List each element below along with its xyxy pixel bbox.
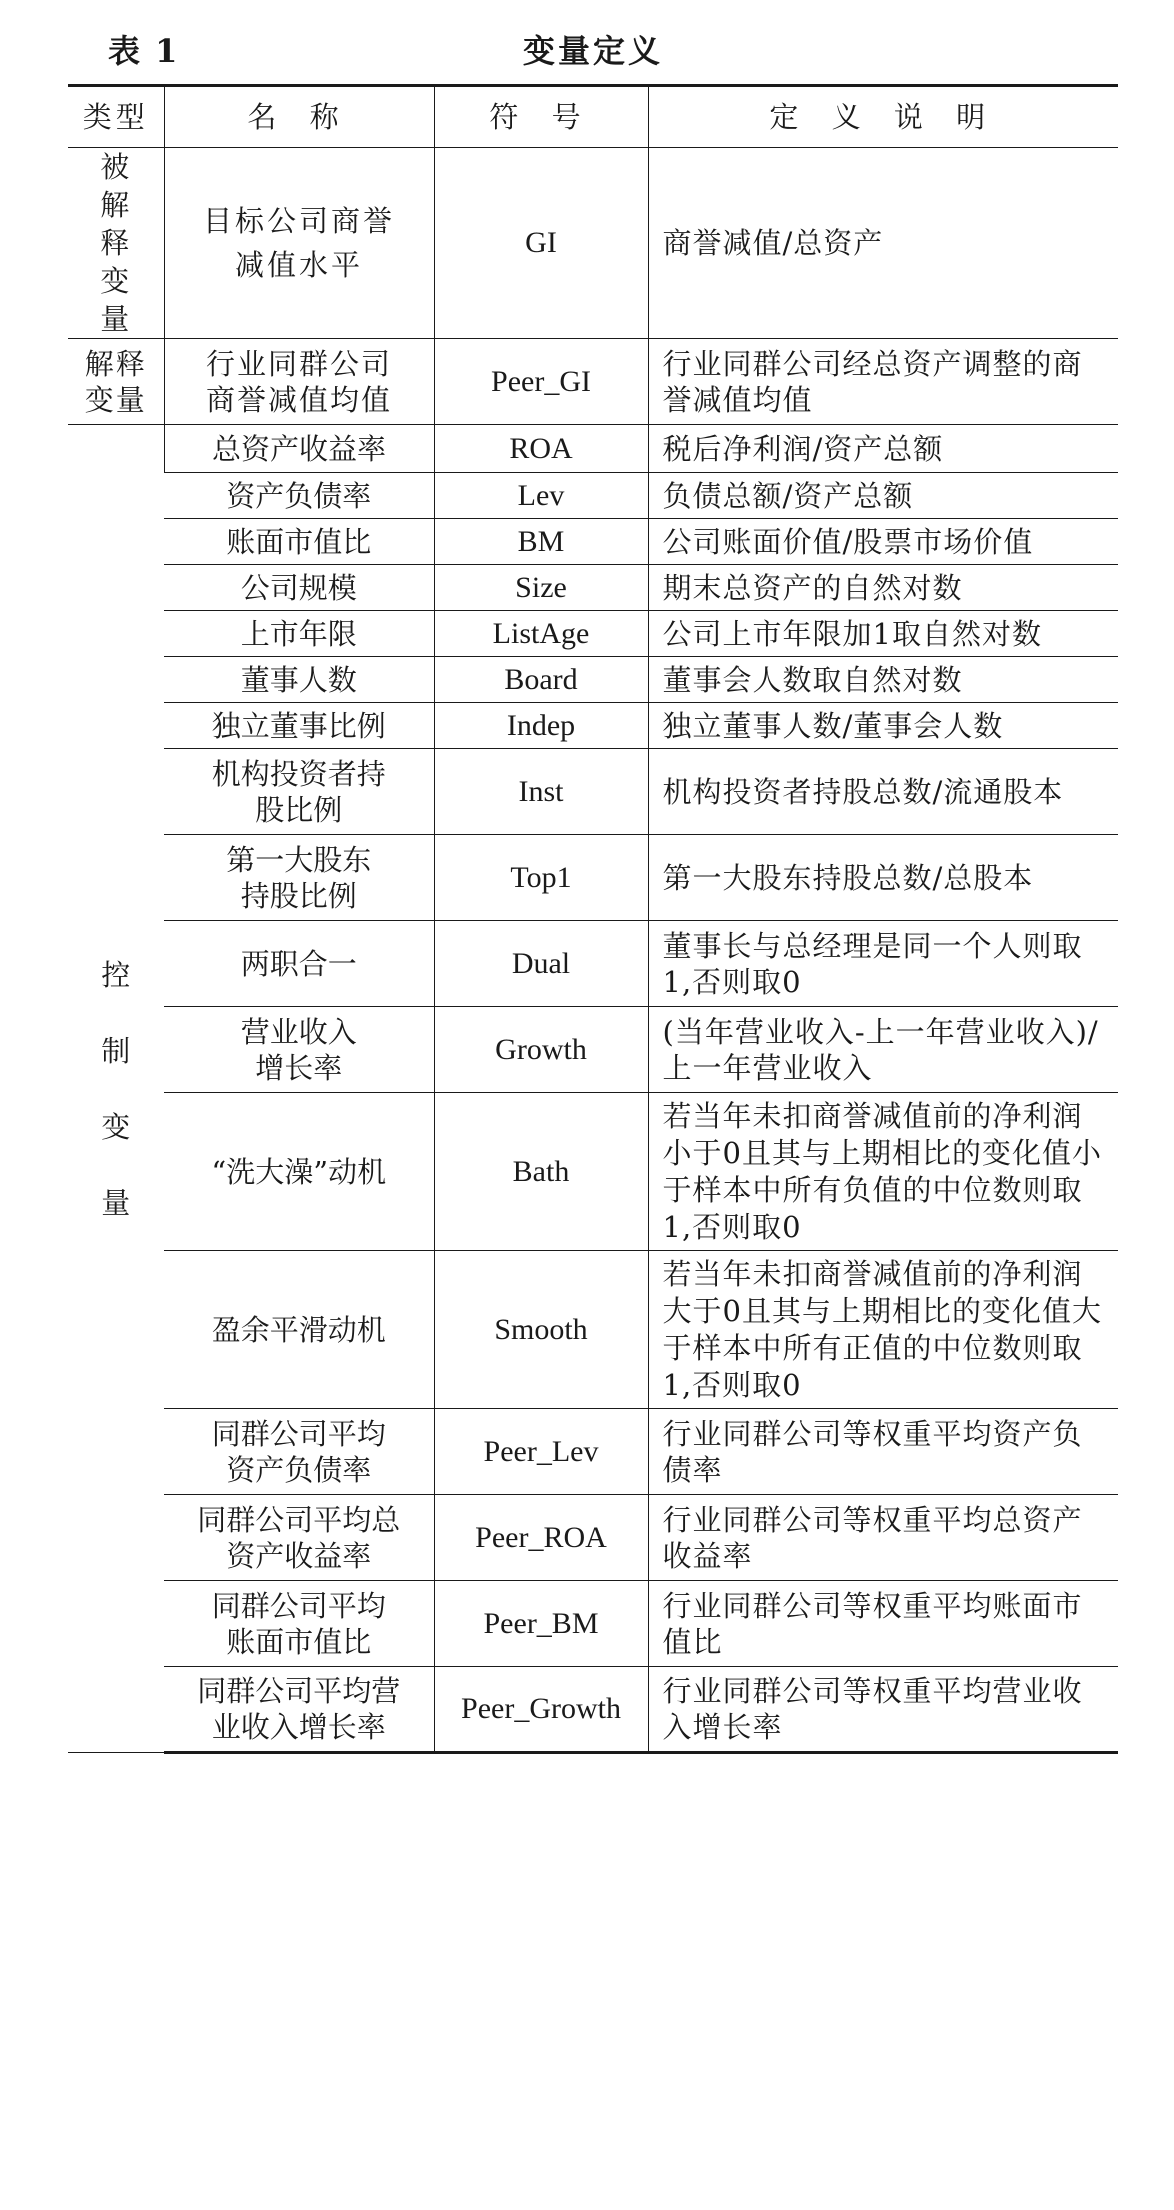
table-row	[68, 519, 1118, 565]
symbol-cell: Peer_GI	[434, 339, 648, 425]
symbol-cell: Smooth	[434, 1251, 648, 1409]
definition-cell: (当年营业收入-上一年营业收入)/上一年营业收入	[648, 1007, 1118, 1093]
table-row	[68, 425, 1118, 473]
definition-cell: 董事长与总经理是同一个人则取1,否则取0	[648, 921, 1118, 1007]
symbol-cell: ROA	[434, 425, 648, 473]
name-cell: 盈余平滑动机	[164, 1251, 434, 1409]
symbol-cell: ListAge	[434, 611, 648, 657]
table-title: 变量定义	[522, 32, 663, 70]
definition-cell: 公司上市年限加1取自然对数	[648, 611, 1118, 657]
table-row	[68, 749, 1118, 835]
table-row	[68, 148, 1118, 339]
symbol-cell: BM	[434, 519, 648, 565]
table-number: 表 1	[108, 32, 180, 70]
symbol-cell: GI	[434, 148, 648, 339]
symbol-cell: Dual	[434, 921, 648, 1007]
symbol-cell: Board	[434, 657, 648, 703]
name-cell: “洗大澡”动机	[164, 1093, 434, 1251]
definition-cell: 税后净利润/资产总额	[648, 425, 1118, 473]
header-symbol: 符 号	[434, 86, 648, 148]
definition-cell: 独立董事人数/董事会人数	[648, 703, 1118, 749]
symbol-cell: Peer_ROA	[434, 1495, 648, 1581]
definition-cell: 第一大股东持股总数/总股本	[648, 835, 1118, 921]
name-cell: 账面市值比	[164, 519, 434, 565]
name-cell	[164, 1007, 434, 1093]
header-type: 类型	[68, 86, 164, 148]
definition-cell: 若当年未扣商誉减值前的净利润大于0且其与上期相比的变化值大于样本中所有正值的中位数则取1,否则取0	[648, 1251, 1118, 1409]
table-row	[68, 1495, 1118, 1581]
symbol-cell: Bath	[434, 1093, 648, 1251]
name-label: 营业收入增长率	[240, 1014, 357, 1085]
type-label: 控制变量	[101, 957, 131, 1220]
symbol-cell: Indep	[434, 703, 648, 749]
name-cell	[164, 1495, 434, 1581]
table-row	[68, 339, 1118, 425]
header-definition: 定 义 说 明	[648, 86, 1118, 148]
table-row	[68, 565, 1118, 611]
table-row	[68, 611, 1118, 657]
document-page	[68, 0, 1118, 1754]
definition-cell: 公司账面价值/股票市场价值	[648, 519, 1118, 565]
name-label: 第一大股东持股比例	[226, 842, 372, 913]
name-cell	[164, 1667, 434, 1753]
table-row	[68, 1007, 1118, 1093]
definition-cell: 董事会人数取自然对数	[648, 657, 1118, 703]
symbol-cell: Peer_Growth	[434, 1667, 648, 1753]
name-label: 目标公司商誉减值水平	[203, 204, 396, 282]
symbol-cell: Peer_BM	[434, 1581, 648, 1667]
definition-cell: 行业同群公司等权重平均资产负债率	[648, 1409, 1118, 1495]
name-label: 同群公司平均账面市值比	[211, 1588, 386, 1659]
type-label: 被解释变量	[100, 150, 132, 336]
symbol-cell: Top1	[434, 835, 648, 921]
definition-cell: 行业同群公司经总资产调整的商誉减值均值	[648, 339, 1118, 425]
name-cell	[164, 1409, 434, 1495]
name-cell	[164, 339, 434, 425]
variable-definition-table	[68, 84, 1118, 1754]
name-cell	[164, 749, 434, 835]
name-label: 同群公司平均资产负债率	[211, 1416, 386, 1487]
definition-cell: 行业同群公司等权重平均营业收入增长率	[648, 1667, 1118, 1753]
header-row	[68, 86, 1118, 148]
name-cell	[164, 835, 434, 921]
name-cell: 上市年限	[164, 611, 434, 657]
name-cell: 公司规模	[164, 565, 434, 611]
name-cell: 资产负债率	[164, 473, 434, 519]
name-cell: 总资产收益率	[164, 425, 434, 473]
table-row	[68, 1409, 1118, 1495]
table-row	[68, 1667, 1118, 1753]
definition-cell: 若当年未扣商誉减值前的净利润小于0且其与上期相比的变化值小于样本中所有负值的中位数则取1,否则取0	[648, 1093, 1118, 1251]
name-cell: 独立董事比例	[164, 703, 434, 749]
table-row	[68, 921, 1118, 1007]
name-cell: 董事人数	[164, 657, 434, 703]
table-row	[68, 657, 1118, 703]
name-cell	[164, 1581, 434, 1667]
header-name: 名 称	[164, 86, 434, 148]
symbol-cell: Peer_Lev	[434, 1409, 648, 1495]
type-cell	[68, 148, 164, 339]
table-row	[68, 1093, 1118, 1251]
table-caption	[68, 0, 1118, 84]
definition-cell: 负债总额/资产总额	[648, 473, 1118, 519]
name-label: 行业同群公司商誉减值均值	[205, 346, 392, 417]
definition-cell: 期末总资产的自然对数	[648, 565, 1118, 611]
symbol-cell: Size	[434, 565, 648, 611]
symbol-cell: Growth	[434, 1007, 648, 1093]
name-label: 同群公司平均营业收入增长率	[197, 1674, 401, 1744]
name-label: 机构投资者持股比例	[211, 756, 386, 827]
table-row	[68, 703, 1118, 749]
symbol-cell: Lev	[434, 473, 648, 519]
definition-cell: 行业同群公司等权重平均总资产收益率	[648, 1495, 1118, 1581]
table-row	[68, 1251, 1118, 1409]
name-cell: 两职合一	[164, 921, 434, 1007]
type-cell	[68, 339, 164, 425]
name-cell	[164, 148, 434, 339]
type-cell	[68, 425, 164, 1753]
table-row	[68, 473, 1118, 519]
table-row	[68, 1581, 1118, 1667]
definition-cell: 商誉减值/总资产	[648, 148, 1118, 339]
symbol-cell: Inst	[434, 749, 648, 835]
definition-cell: 机构投资者持股总数/流通股本	[648, 749, 1118, 835]
type-label: 解释变量	[84, 346, 147, 417]
definition-cell: 行业同群公司等权重平均账面市值比	[648, 1581, 1118, 1667]
name-label: 同群公司平均总资产收益率	[197, 1502, 401, 1573]
table-row	[68, 835, 1118, 921]
